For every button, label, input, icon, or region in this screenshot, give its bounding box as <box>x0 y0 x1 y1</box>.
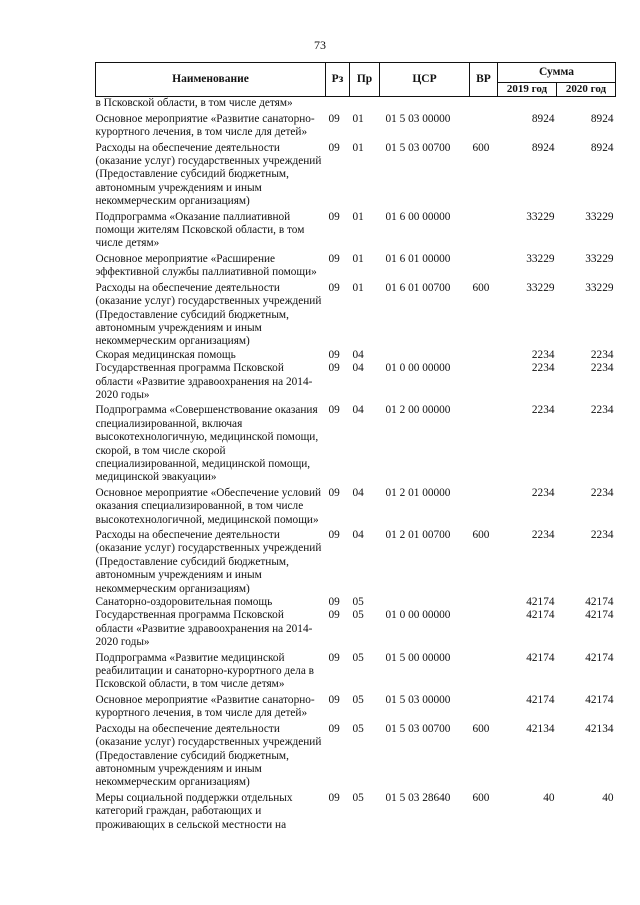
cell-csr <box>380 97 470 111</box>
cell-csr: 01 2 00 00000 <box>385 404 451 417</box>
cell-rz: 09 <box>328 596 340 609</box>
cell-pr: 01 <box>352 112 364 125</box>
cell-2020: 42134 <box>585 722 614 735</box>
cell-name: Санаторно-оздоровительная помощь <box>95 596 273 609</box>
cell-rz: 09 <box>328 404 340 417</box>
table-row <box>96 209 616 251</box>
table-row <box>96 650 616 692</box>
table-row <box>96 790 616 832</box>
cell-name: Расходы на обеспечение деятельности (оказание услуг) государственных учреждений (Предоставление субсидий бюджетным, автономным учреждениям и иным некоммерческим организациям) <box>95 281 322 348</box>
cell-name: Подпрограмма «Развитие медицинской реабилитации и санаторно-курортного дела в Псковской области, в том числе детям» <box>95 651 314 691</box>
cell-rz: 09 <box>328 362 340 375</box>
cell-2019: 2234 <box>531 404 555 417</box>
cell-name: Основное мероприятие «Развитие санаторно-курортного лечения, в том числе для детей» <box>95 112 315 139</box>
cell-name: Подпрограмма «Оказание паллиативной помощи жителям Псковской области, в том числе детям» <box>95 210 305 250</box>
cell-vr <box>470 362 498 402</box>
table-header <box>96 63 616 97</box>
cell-2019: 42174 <box>526 651 555 664</box>
cell-pr: 05 <box>352 722 364 735</box>
cell-2020: 33229 <box>585 252 614 265</box>
cell-name: Государственная программа Псковской области «Развитие здравоохранения на 2014-2020 годы» <box>95 609 313 649</box>
cell-2020: 8924 <box>590 112 614 125</box>
cell-rz: 09 <box>328 141 340 154</box>
cell-pr: 04 <box>352 348 364 361</box>
cell-rz: 09 <box>328 112 340 125</box>
cell-vr: 600 <box>472 529 490 541</box>
cell-2019: 42174 <box>526 609 555 622</box>
table-row <box>96 527 616 596</box>
cell-2019: 2234 <box>531 486 555 499</box>
cell-rz: 09 <box>328 791 340 804</box>
cell-2020: 33229 <box>585 210 614 223</box>
cell-pr: 05 <box>352 651 364 664</box>
cell-rz: 09 <box>328 210 340 223</box>
cell-vr <box>470 596 498 609</box>
cell-vr: 600 <box>472 141 490 154</box>
cell-name: Расходы на обеспечение деятельности (оказание услуг) государственных учреждений (Предоставление субсидий бюджетным, автономным учреждениям и иным некоммерческим организациям) <box>95 722 322 789</box>
cell-csr: 01 6 01 00000 <box>385 252 451 265</box>
table-row <box>96 251 616 280</box>
cell-name: Государственная программа Псковской области «Развитие здравоохранения на 2014-2020 годы» <box>95 362 313 401</box>
table-row <box>96 140 616 209</box>
cell-vr <box>470 111 498 140</box>
table-body <box>96 97 616 832</box>
cell-name: в Псковской области, в том числе детям» <box>95 97 293 110</box>
cell-vr <box>470 650 498 692</box>
cell-pr: 01 <box>352 252 364 265</box>
header-csr: ЦСР <box>380 63 470 97</box>
cell-2019: 40 <box>543 791 555 804</box>
header-sum: Сумма <box>498 63 616 83</box>
page-number: 73 <box>314 38 326 52</box>
cell-pr <box>350 97 380 111</box>
cell-2020: 2234 <box>590 486 614 499</box>
table-row <box>96 362 616 402</box>
cell-name: Основное мероприятие «Расширение эффективной службы паллиативной помощи» <box>95 252 317 279</box>
cell-vr <box>470 97 498 111</box>
cell-2020: 42174 <box>585 693 614 706</box>
cell-name: Расходы на обеспечение деятельности (оказание услуг) государственных учреждений (Предоставление субсидий бюджетным, автономным учреждениям и иным некоммерческим организациям) <box>95 141 322 208</box>
cell-pr: 05 <box>352 596 364 609</box>
cell-csr: 01 2 01 00700 <box>385 529 451 541</box>
cell-2019: 8924 <box>531 112 555 125</box>
cell-2020 <box>557 97 616 111</box>
table-row <box>96 609 616 649</box>
cell-2019: 42174 <box>526 693 555 706</box>
cell-rz: 09 <box>328 693 340 706</box>
header-year-2020: 2020 год <box>557 83 616 97</box>
cell-name: Основное мероприятие «Обеспечение условий оказания специализированной, в том числе высокотехнологичной, медицинской помощи» <box>95 486 322 526</box>
table-row <box>96 596 616 609</box>
cell-name: Расходы на обеспечение деятельности (оказание услуг) государственных учреждений (Предоставление субсидий бюджетным, автономным учреждениям и иным некоммерческим организациям) <box>95 529 322 595</box>
cell-csr: 01 0 00 00000 <box>385 362 451 375</box>
cell-2020: 2234 <box>590 362 614 375</box>
cell-csr: 01 5 03 00000 <box>385 693 451 706</box>
cell-pr: 01 <box>352 281 364 294</box>
cell-2019: 33229 <box>526 210 555 223</box>
cell-name: Подпрограмма «Совершенствование оказания специализированной, включая высокотехнологичную, медицинской помощи, скорой, в том числе скорой специализированной, медицинской помощи, медицинской эвакуации» <box>95 404 319 484</box>
cell-rz: 09 <box>328 281 340 294</box>
cell-2020: 8924 <box>590 141 614 154</box>
table-row <box>96 97 616 111</box>
cell-vr <box>470 485 498 527</box>
cell-rz: 09 <box>328 348 340 361</box>
table-row <box>96 692 616 721</box>
cell-pr: 04 <box>352 529 364 541</box>
table-row <box>96 349 616 362</box>
cell-2019: 42134 <box>526 722 555 735</box>
cell-vr: 600 <box>472 791 490 804</box>
cell-2019: 33229 <box>526 252 555 265</box>
header-name: Наименование <box>96 63 326 97</box>
cell-pr: 05 <box>352 791 364 804</box>
cell-2020: 33229 <box>585 281 614 294</box>
cell-pr: 01 <box>352 210 364 223</box>
cell-name: Меры социальной поддержки отдельных категорий граждан, работающих и проживающих в сельской местности на <box>95 791 293 831</box>
cell-pr: 04 <box>352 404 364 417</box>
cell-2020: 2234 <box>590 529 614 541</box>
cell-pr: 05 <box>352 609 364 622</box>
cell-name: Основное мероприятие «Развитие санаторно-курортного лечения, в том числе для детей» <box>95 693 315 720</box>
table-row <box>96 402 616 484</box>
cell-name: Скорая медицинская помощь <box>95 348 236 361</box>
cell-vr <box>470 349 498 362</box>
cell-2020: 40 <box>602 791 614 804</box>
cell-2019: 8924 <box>531 141 555 154</box>
cell-rz: 09 <box>328 252 340 265</box>
header-year-2019: 2019 год <box>498 83 557 97</box>
cell-2019: 42174 <box>526 596 555 609</box>
cell-csr: 01 0 00 00000 <box>385 609 451 622</box>
cell-vr: 600 <box>472 722 490 735</box>
cell-vr <box>470 402 498 484</box>
cell-csr: 01 6 01 00700 <box>385 281 451 294</box>
cell-pr: 04 <box>352 486 364 499</box>
cell-csr: 01 5 03 00700 <box>385 141 451 154</box>
cell-vr <box>470 609 498 649</box>
cell-vr: 600 <box>472 281 490 294</box>
budget-table <box>95 62 616 832</box>
cell-2020: 2234 <box>590 404 614 417</box>
cell-pr: 05 <box>352 693 364 706</box>
cell-csr: 01 6 00 00000 <box>385 210 451 223</box>
cell-csr <box>380 596 470 609</box>
table-row <box>96 280 616 349</box>
table-row <box>96 721 616 790</box>
cell-2019 <box>498 97 557 111</box>
cell-rz: 09 <box>328 651 340 664</box>
cell-2019: 2234 <box>531 362 555 375</box>
cell-csr: 01 2 01 00000 <box>385 486 451 499</box>
cell-2020: 42174 <box>585 596 614 609</box>
cell-pr: 04 <box>352 362 364 375</box>
header-pr: Пр <box>350 63 380 97</box>
cell-rz: 09 <box>328 529 340 541</box>
cell-2020: 2234 <box>590 348 614 361</box>
cell-2020: 42174 <box>585 651 614 664</box>
cell-2019: 2234 <box>531 529 555 541</box>
cell-vr <box>470 209 498 251</box>
cell-csr: 01 5 03 00000 <box>385 112 451 125</box>
cell-2019: 33229 <box>526 281 555 294</box>
header-rz: Рз <box>326 63 350 97</box>
cell-rz <box>326 97 350 111</box>
cell-2020: 42174 <box>585 609 614 622</box>
cell-vr <box>470 251 498 280</box>
cell-vr <box>470 692 498 721</box>
table-row <box>96 111 616 140</box>
cell-2019: 2234 <box>531 348 555 361</box>
cell-rz: 09 <box>328 722 340 735</box>
cell-csr: 01 5 03 28640 <box>385 791 451 804</box>
cell-rz: 09 <box>328 486 340 499</box>
cell-csr <box>380 349 470 362</box>
cell-pr: 01 <box>352 141 364 154</box>
header-vr: ВР <box>470 63 498 97</box>
cell-csr: 01 5 00 00000 <box>385 651 451 664</box>
table-row <box>96 485 616 527</box>
cell-csr: 01 5 03 00700 <box>385 722 451 735</box>
cell-rz: 09 <box>328 609 340 622</box>
